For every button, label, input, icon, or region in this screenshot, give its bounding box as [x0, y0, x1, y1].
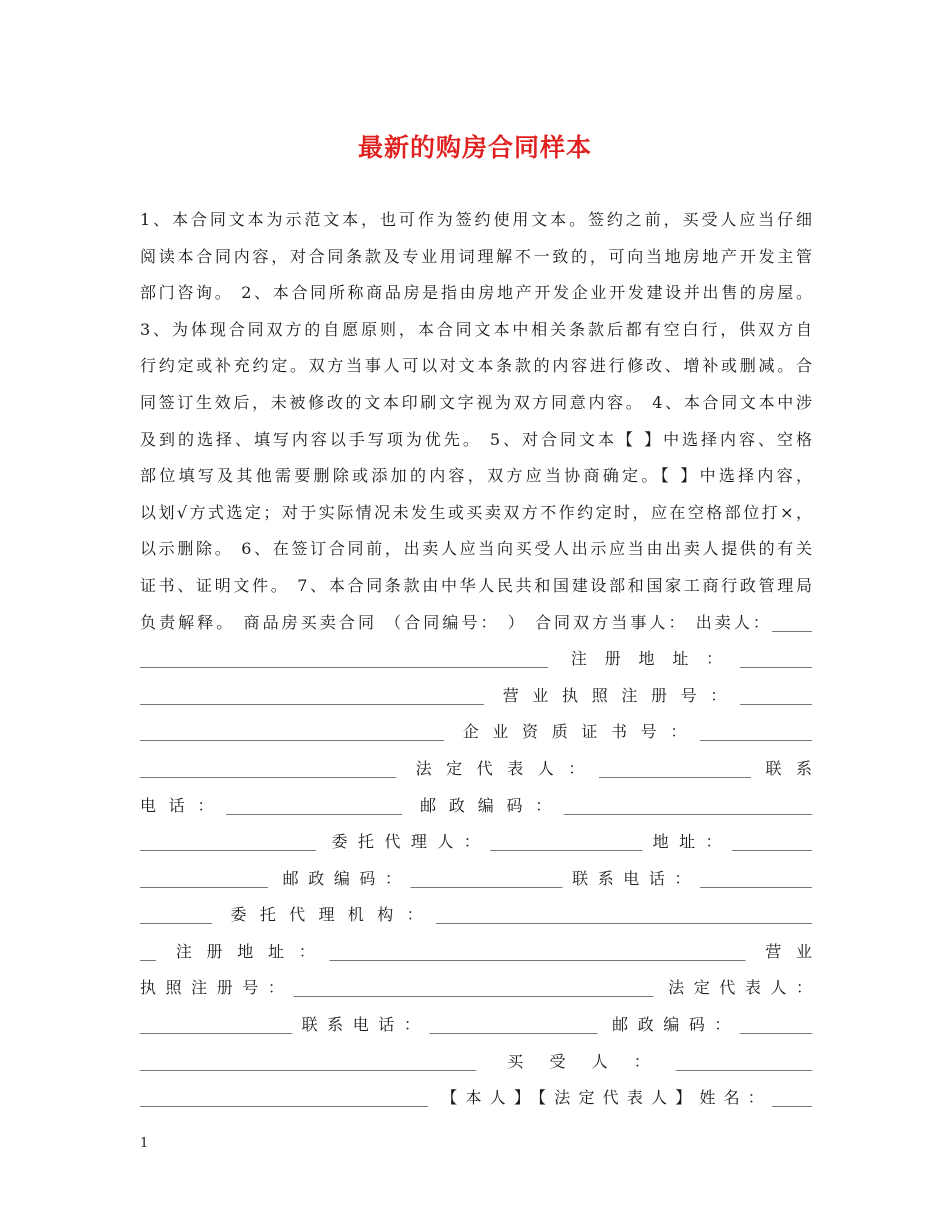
body-line: _________ 委托代理机构：_______________________________________________: [140, 905, 812, 925]
body-line: 证书、证明文件。 7、本合同条款由中华人民共和国建设部和国家工商行政管理局: [140, 575, 812, 595]
body-line: 行约定或补充约定。双方当事人可以对文本条款的内容进行修改、增补或删减。合: [140, 356, 812, 376]
body-line: __ 注册地址：____________________________________________________ 营业: [140, 941, 812, 961]
body-line: 电话：______________________ 邮政编码：_______________________________: [140, 795, 812, 815]
body-line: 及到的选择、填写内容以手写项为优先。 5、对合同文本【 】中选择内容、空格: [140, 429, 812, 449]
page-number: 1: [140, 1136, 149, 1151]
body-line: 以示删除。 6、在签订合同前，出卖人应当向买受人出示应当由出卖人提供的有关: [140, 539, 812, 559]
body-line: ______________________________________ 企业资质证书号：______________: [140, 722, 812, 742]
body-line: ____________________________________ 【本人】【法定代表人】姓名：_____: [140, 1088, 812, 1108]
body-line: 执照注册号：_____________________________________________ 法定代表人：: [140, 978, 812, 998]
body-line: ___________________________________________________ 注册地址：_________: [140, 649, 812, 669]
body-line: 部位填写及其他需要删除或添加的内容，双方应当协商确定。【 】中选择内容，: [140, 466, 812, 486]
body-line: __________________________________________ 买受人：_________________: [140, 1051, 812, 1071]
body-line: 阅读本合同内容，对合同条款及专业用词理解不一致的，可向当地房地产开发主管: [140, 246, 812, 266]
body-line: 3、为体现合同双方的自愿原则，本合同文本中相关条款后都有空白行，供双方自: [140, 319, 812, 339]
body-line: ___________________________________________ 营业执照注册号：_________: [140, 685, 812, 705]
body-line: ________________ 邮政编码：___________________联系电话：______________: [140, 868, 812, 888]
body-line: 部门咨询。 2、本合同所称商品房是指由房地产开发企业开发建设并出售的房屋。: [140, 283, 812, 303]
body-line: ________________________________ 法定代表人：___________________联系: [140, 758, 812, 778]
document-title: 最新的购房合同样本: [357, 133, 592, 162]
body-line: 以划√方式选定；对于实际情况未发生或买卖双方不作约定时，应在空格部位打×，: [140, 502, 812, 522]
body-line: ______________________ 委托代理人：___________________地址：__________: [140, 832, 812, 852]
body-line: 同签订生效后，未被修改的文本印刷文字视为双方同意内容。 4、本合同文本中涉: [140, 392, 812, 412]
body-line: 负责解释。 商品房买卖合同 （合同编号： ） 合同双方当事人： 出卖人：_____: [140, 612, 812, 632]
body-line: 1、本合同文本为示范文本，也可作为签约使用文本。签约之前，买受人应当仔细: [140, 210, 812, 229]
body-line: ___________________联系电话：_____________________ 邮政编码：_________: [140, 1015, 812, 1035]
contract-body: [140, 202, 812, 1117]
